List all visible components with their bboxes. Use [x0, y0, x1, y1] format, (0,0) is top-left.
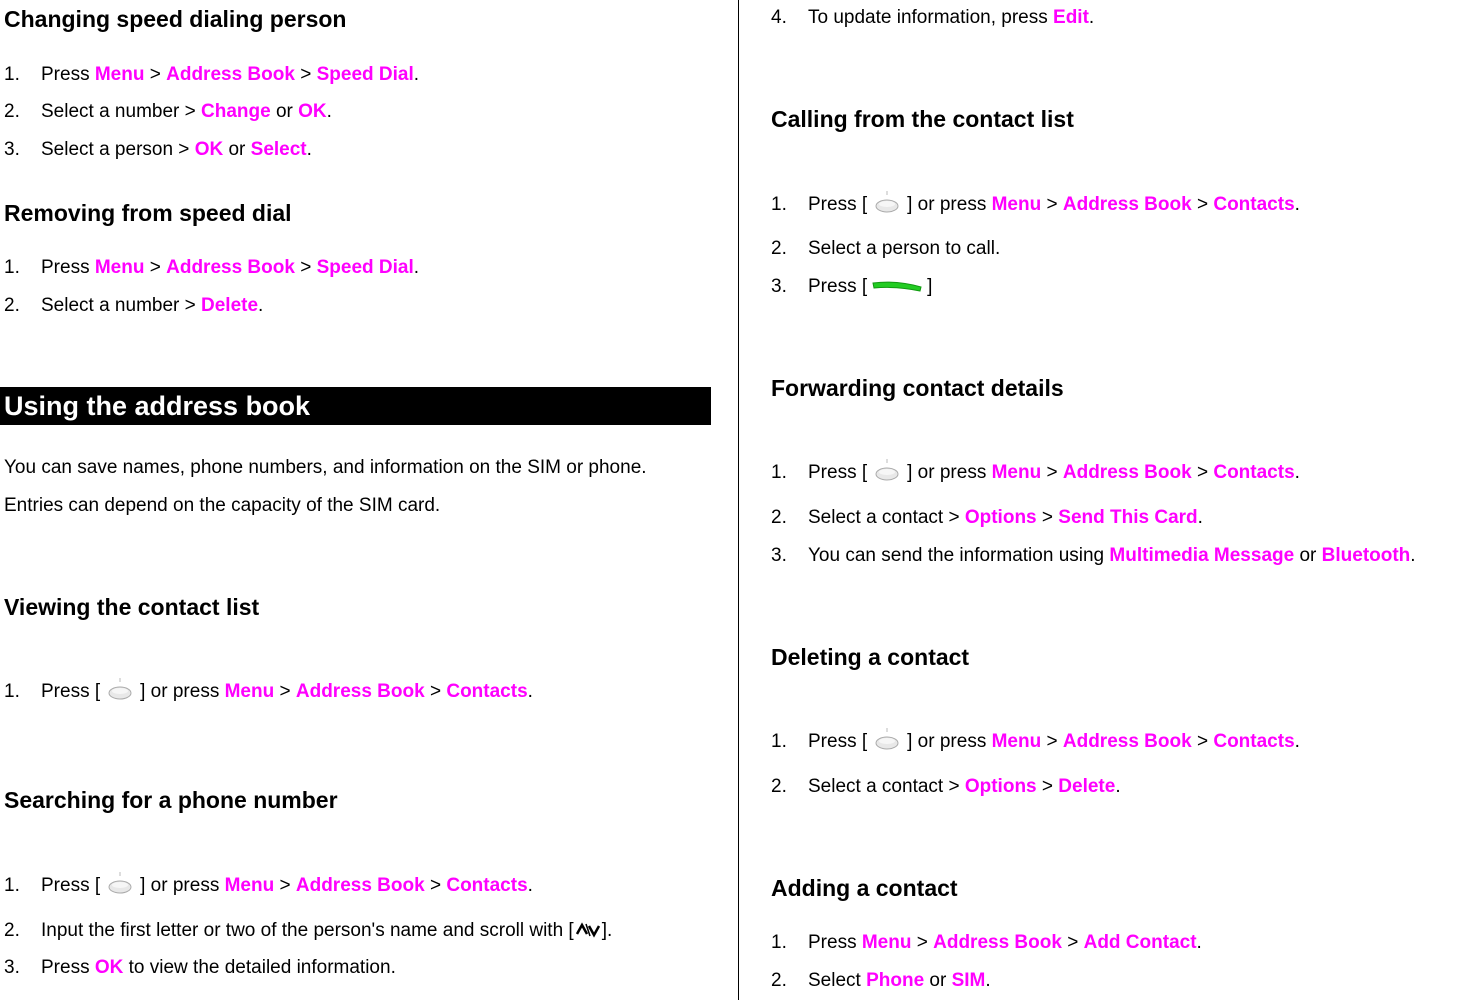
chapter-banner: Using the address book	[0, 387, 711, 425]
list-item: 3. Press [ ]	[771, 276, 933, 297]
section-title-viewing: Viewing the contact list	[4, 594, 260, 620]
address-book-link: Address Book	[166, 64, 295, 85]
list-item: 4. To update information, press Edit.	[771, 7, 1095, 28]
list-item: 3. Select a person > OK or Select.	[4, 139, 312, 160]
list-item: 2. Select a contact > Options > Delete.	[771, 776, 1121, 797]
list-item: 1. Press Menu > Address Book > Speed Dial.	[4, 257, 420, 278]
list-item: 2. Input the first letter or two of the person's name and scroll with [ ].	[4, 920, 613, 941]
list-item: 1. Press Menu > Address Book > Add Contact.	[771, 932, 1202, 953]
list-item: 1. Press Menu > Address Book > Speed Dial.	[4, 64, 420, 85]
list-item: 1. Press [ ] or press Menu > Address Book > Contacts.	[771, 727, 1300, 753]
list-item: 3. You can send the information using Multimedia Message or Bluetooth.	[771, 545, 1416, 566]
intro-paragraph-1: You can save names, phone numbers, and information on the SIM or phone.	[4, 457, 647, 478]
intro-paragraph-2: Entries can depend on the capacity of the SIM card.	[4, 495, 441, 516]
up-down-nav-icon	[574, 920, 602, 940]
contacts-key-icon	[870, 727, 904, 753]
contacts-key-icon	[103, 677, 137, 703]
section-title-forwarding: Forwarding contact details	[771, 375, 1064, 401]
list-item: 1. Press [ ] or press Menu > Address Book > Contacts.	[771, 458, 1300, 484]
list-item: 2. Select a contact > Options > Send This Card.	[771, 507, 1203, 528]
section-title-searching: Searching for a phone number	[4, 787, 338, 813]
list-item: 1. Press [ ] or press Menu > Address Book > Contacts.	[4, 677, 533, 703]
call-key-icon	[869, 278, 925, 294]
column-divider	[738, 0, 739, 1000]
section-title-adding: Adding a contact	[771, 875, 958, 901]
section-title-calling: Calling from the contact list	[771, 106, 1074, 132]
list-item: 2. Select a person to call.	[771, 238, 1001, 259]
contacts-key-icon	[870, 190, 904, 216]
section-title-removing: Removing from speed dial	[4, 200, 292, 226]
menu-link: Menu	[94, 64, 145, 85]
section-title-deleting: Deleting a contact	[771, 644, 970, 670]
list-item: 2. Select a number > Change or OK.	[4, 101, 332, 122]
contacts-key-icon	[103, 871, 137, 897]
contacts-key-icon	[870, 458, 904, 484]
list-item: 3. Press OK to view the detailed information.	[4, 957, 396, 978]
list-item: 1. Press [ ] or press Menu > Address Book > Contacts.	[4, 871, 533, 897]
section-title-changing: Changing speed dialing person	[4, 6, 347, 32]
list-item: 2. Select Phone or SIM.	[771, 970, 991, 991]
list-item: 1. Press [ ] or press Menu > Address Book > Contacts.	[771, 190, 1300, 216]
list-item: 2. Select a number > Delete.	[4, 295, 264, 316]
speed-dial-link: Speed Dial	[316, 64, 414, 85]
